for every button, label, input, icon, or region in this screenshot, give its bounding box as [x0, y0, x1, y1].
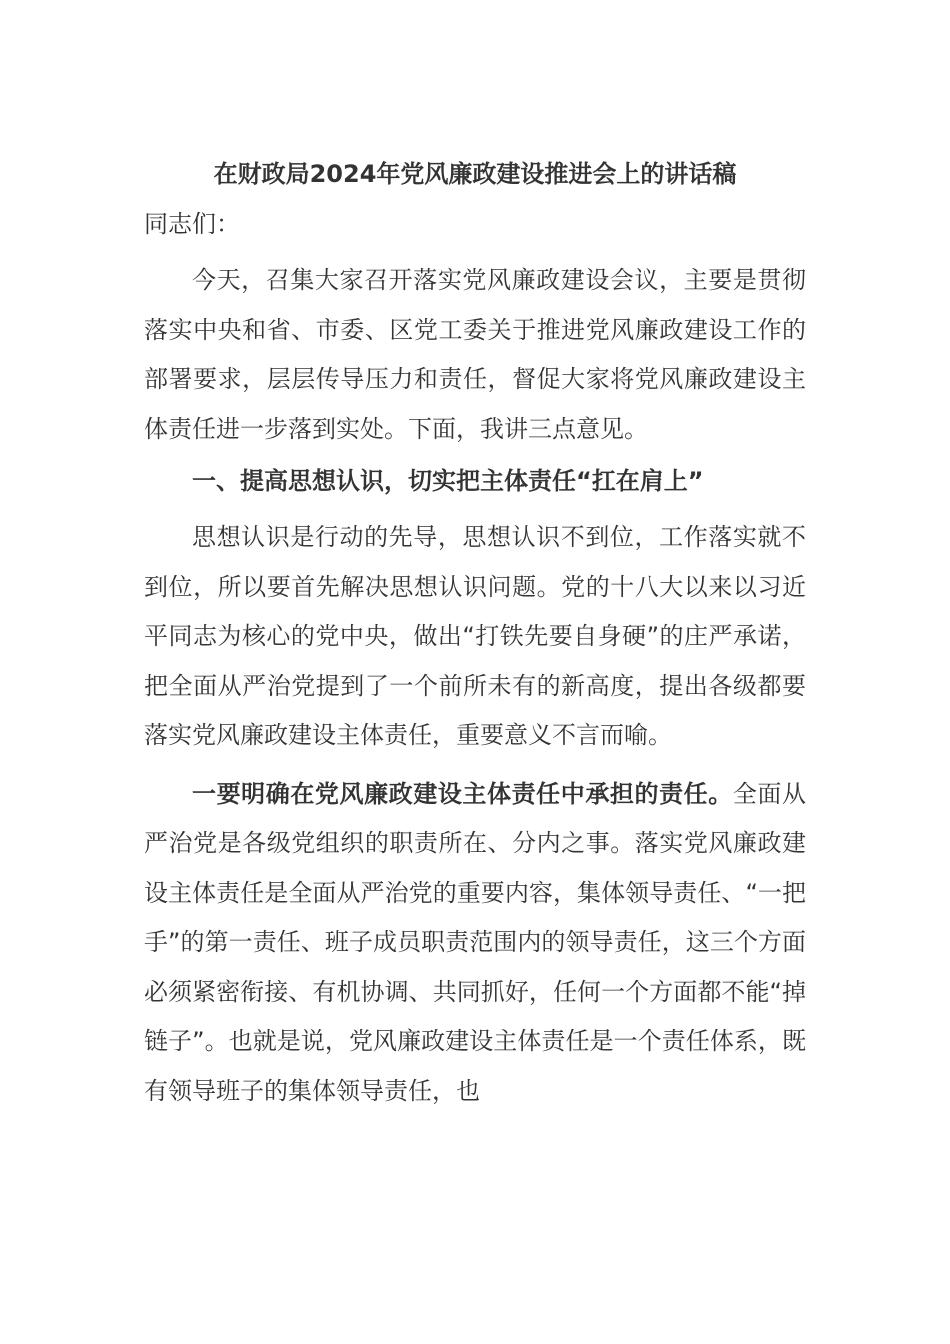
- paragraph-body-text: 全面从严治党是各级党组织的职责所在、分内之事。落实党风廉政建设主体责任是全面从严治党的重要内容，集体领导责任、“一把手”的第一责任、班子成员职责范围内的领导责任，这三个方面必须紧密衔接、有机协调、共同抓好，任何一个方面都不能“掉链子”。也就是说，党风廉政建设主体责任是一个责任体系，既有领导班子的集体领导责任，也: [144, 779, 807, 1105]
- paragraph-thought-awareness: 思想认识是行动的先导，思想认识不到位，工作落实就不到位，所以要首先解决思想认识问题。党的十八大以来以习近平同志为核心的党中央，做出“打铁先要自身硬”的庄严承诺，把全面从严治党提到了一个前所未有的新高度，提出各级都要落实党风廉政建设主体责任，重要意义不言而喻。: [144, 523, 806, 749]
- paragraph-intro: 今天，召集大家召开落实党风廉政建设会议，主要是贯彻落实中央和省、市委、区党工委关于推进党风廉政建设工作的部署要求，层层传导压力和责任，督促大家将党风廉政建设主体责任进一步落到实处。下面，我讲三点意见。: [144, 266, 806, 443]
- section-heading-1: 一、提高思想认识，切实把主体责任“扛在肩上”: [192, 467, 704, 495]
- document-body: [144, 156, 806, 1125]
- document-title: 在财政局2024年党风廉政建设推进会上的讲话稿: [213, 160, 737, 188]
- paragraph-lead-sentence: 一要明确在党风廉政建设主体责任中承担的责任。: [192, 779, 733, 808]
- greeting: 同志们：: [144, 210, 240, 238]
- paragraph-responsibility: [144, 770, 806, 1117]
